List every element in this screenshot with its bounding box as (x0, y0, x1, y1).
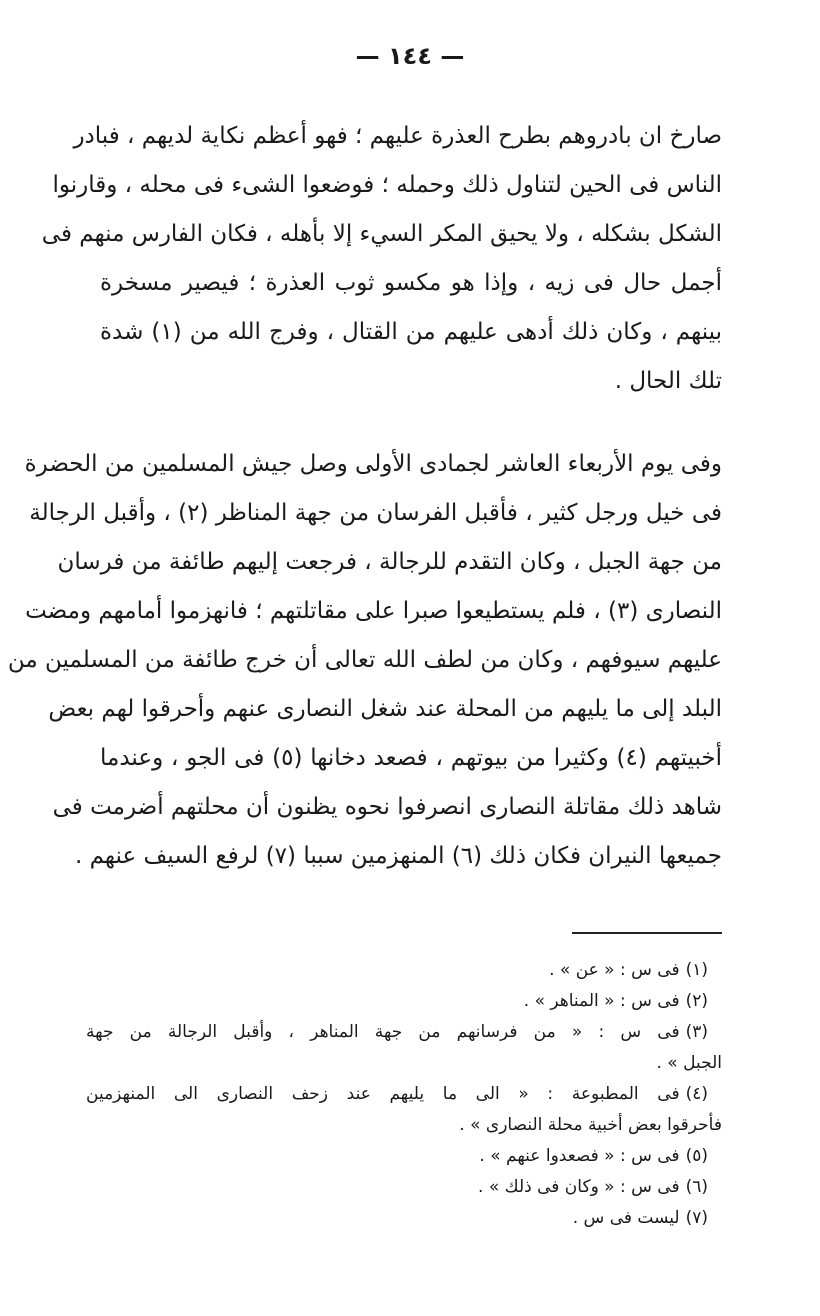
text-line: وفى يوم الأربعاء العاشر لجمادى الأولى وصل جيش المسلمين من الحضرة (24, 451, 722, 477)
footnote-text: فى س : « فصعدوا عنهم » . (479, 1146, 680, 1166)
footnote-text: فى س : « عن » . (549, 960, 680, 980)
footnote-text: فى س : « المناهر » . (523, 991, 680, 1011)
footnote (86, 1172, 722, 1203)
footnote-text: فأحرقوا بعض أخبية محلة النصارى » . (459, 1115, 722, 1135)
text-line: الناس فى الحين لتناول ذلك وحمله ؛ فوضعوا الشىء فى محله ، وقارنوا (52, 172, 722, 198)
text-line: عليهم سيوفهم ، وكان من لطف الله تعالى أن خرج طائفة من المسلمين من (7, 647, 722, 673)
footnote-number: (٤) (685, 1084, 708, 1104)
text-line: أخبيتهم (٤) وكثيرا من بيوتهم ، فصعد دخانها (٥) فى الجو ، وعندما (100, 745, 723, 771)
text-line: تلك الحال . (614, 368, 722, 394)
footnote (86, 1017, 722, 1048)
text-line: الشكل بشكله ، ولا يحيق المكر السيء إلا بأهله ، فكان الفارس منهم فى (41, 221, 722, 247)
text-line: شاهد ذلك مقاتلة النصارى انصرفوا نحوه يظنون أن محلتهم أضرمت فى (52, 794, 722, 820)
footnote (86, 1141, 722, 1172)
footnote-number: (٧) (685, 1208, 708, 1228)
footnote-number: (٦) (685, 1177, 708, 1197)
footnote-text: فى المطبوعة : « الى ما يليهم عند زحف النصارى الى المنهزمين (86, 1084, 680, 1104)
footnote-text: الجبل » . (656, 1053, 722, 1073)
text-line: فى خيل ورجل كثير ، فأقبل الفرسان من جهة المناظر (٢) ، وأقبل الرجالة (29, 500, 722, 526)
footnotes (86, 955, 722, 1234)
text-line: جميعها النيران فكان ذلك (٦) المنهزمين سببا (٧) لرفع السيف عنهم . (74, 843, 722, 869)
footnote-text: ليست فى س . (572, 1208, 680, 1228)
footnote (86, 1079, 722, 1110)
footnote-number: (٣) (685, 1022, 708, 1042)
text-line: النصارى (٣) ، فلم يستطيعوا صبرا على مقاتلتهم ؛ فانهزموا أمامهم ومضت (25, 598, 722, 624)
footnote-continuation (86, 1048, 722, 1079)
footnote-divider (572, 932, 722, 934)
footnote-text: فى س : « وكان فى ذلك » . (478, 1177, 680, 1197)
footnote (86, 986, 722, 1017)
page-number: — ١٤٤ — (355, 42, 465, 70)
text-line: صارخ ان بادروهم بطرح العذرة عليهم ؛ فهو أعظم نكاية لديهم ، فبادر (73, 123, 722, 149)
footnote-number: (١) (685, 960, 708, 980)
text-line: من جهة الجبل ، وكان التقدم للرجالة ، فرجعت إليهم طائفة من فرسان (57, 549, 722, 575)
footnote (86, 955, 722, 986)
text-line: أجمل حال فى زيه ، وإذا هو مكسو ثوب العذرة ؛ فيصير مسخرة (100, 270, 722, 296)
footnote-continuation (86, 1110, 722, 1141)
paragraph-2 (7, 440, 723, 881)
paragraph-1 (41, 112, 722, 406)
footnote (86, 1203, 722, 1234)
footnote-text: فى س : « من فرسانهم من جهة المناهر ، وأقبل الرجالة من جهة (86, 1022, 680, 1042)
text-line: البلد إلى ما يليهم من المحلة عند شغل النصارى عنهم وأحرقوا لهم بعض (48, 696, 722, 722)
text-line: بينهم ، وكان ذلك أدهى عليهم من القتال ، وفرج الله من (١) شدة (100, 319, 722, 345)
footnote-number: (٥) (685, 1146, 708, 1166)
footnote-number: (٢) (685, 991, 708, 1011)
